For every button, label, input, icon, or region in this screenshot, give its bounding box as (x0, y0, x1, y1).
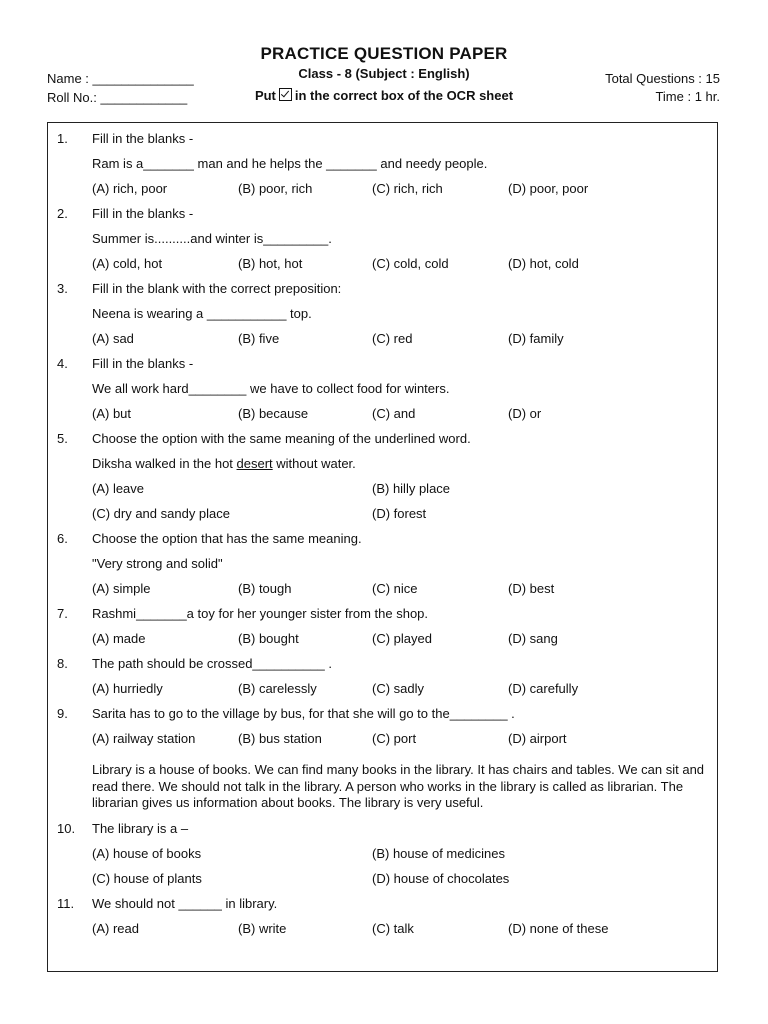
checkbox-checked-icon (279, 88, 292, 101)
question-number: 2. (57, 206, 68, 221)
question-number: 4. (57, 356, 68, 371)
option-d: (D) hot, cold (508, 256, 579, 271)
option-d: (D) airport (508, 731, 567, 746)
class-subject: Class - 8 (Subject : English) (298, 66, 470, 81)
option-d: (D) carefully (508, 681, 579, 696)
question-box (47, 122, 718, 972)
question-prompt: Choose the option with the same meaning of the underlined word. (92, 431, 471, 446)
line-pre: Diksha walked in the hot (92, 456, 237, 471)
question-prompt: Choose the option that has the same meaning. (92, 531, 362, 546)
reading-passage: Library is a house of books. We can find many books in the library. It has chairs and tables. We can sit and read there. We should not talk in the library. A person who works in the library is called as librarian. The librarian gives us information about books. The library is very useful. (92, 762, 705, 810)
question-number: 5. (57, 431, 68, 446)
option-a: (A) simple (92, 581, 151, 596)
question-number: 3. (57, 281, 68, 296)
question-number: 8. (57, 656, 68, 671)
question-number: 1. (57, 131, 68, 146)
question-line: "Very strong and solid" (92, 556, 223, 571)
option-c: (C) talk (372, 921, 414, 936)
option-d: (D) forest (372, 506, 427, 521)
question-number: 9. (57, 706, 68, 721)
option-c: (C) played (372, 631, 432, 646)
option-c: (C) dry and sandy place (92, 506, 231, 521)
question-number: 7. (57, 606, 68, 621)
option-c: (C) port (372, 731, 417, 746)
option-b: (B) bought (238, 631, 299, 646)
option-b: (B) poor, rich (238, 181, 313, 196)
option-c: (C) red (372, 331, 413, 346)
instruction-post: in the correct box of the OCR sheet (294, 88, 514, 103)
question-prompt: We should not ______ in library. (92, 896, 278, 911)
time-allowed: Time : 1 hr. (655, 89, 720, 104)
option-d: (D) poor, poor (508, 181, 589, 196)
option-a: (A) leave (92, 481, 145, 496)
name-field: Name : ______________ (47, 71, 194, 86)
question-prompt: Fill in the blanks - (92, 131, 194, 146)
option-b: (B) write (238, 921, 287, 936)
roll-number-field: Roll No.: ____________ (47, 90, 188, 105)
option-b: (B) five (238, 331, 280, 346)
option-b: (B) carelessly (238, 681, 317, 696)
option-b: (B) house of medicines (372, 846, 505, 861)
option-d: (D) or (508, 406, 542, 421)
option-b: (B) hot, hot (238, 256, 303, 271)
option-d: (D) family (508, 331, 564, 346)
option-a: (A) made (92, 631, 146, 646)
question-prompt: Fill in the blanks - (92, 356, 194, 371)
question-line: Ram is a_______ man and he helps the _______ and needy people. (92, 156, 488, 171)
question-prompt: Sarita has to go to the village by bus, for that she will go to the________ . (92, 706, 515, 721)
option-c: (C) and (372, 406, 416, 421)
option-a: (A) rich, poor (92, 181, 168, 196)
question-number: 11. (57, 896, 75, 911)
option-c: (C) rich, rich (372, 181, 443, 196)
question-prompt: The path should be crossed__________ . (92, 656, 332, 671)
option-d: (D) none of these (508, 921, 609, 936)
option-a: (A) cold, hot (92, 256, 163, 271)
question-prompt: Fill in the blanks - (92, 206, 194, 221)
option-a: (A) read (92, 921, 139, 936)
question-prompt: Rashmi_______a toy for her younger sister from the shop. (92, 606, 429, 621)
page-title: PRACTICE QUESTION PAPER (260, 44, 508, 63)
question-prompt: Fill in the blank with the correct preposition: (92, 281, 342, 296)
option-c: (C) house of plants (92, 871, 202, 886)
question-prompt: The library is a – (92, 821, 189, 836)
question-line: Summer is..........and winter is_________. (92, 231, 332, 246)
option-a: (A) sad (92, 331, 134, 346)
option-a: (A) house of books (92, 846, 202, 861)
instruction-pre: Put (254, 88, 276, 103)
option-a: (A) railway station (92, 731, 196, 746)
option-b: (B) bus station (238, 731, 322, 746)
question-line (92, 456, 356, 472)
question-number: 6. (57, 531, 68, 546)
question-line: Neena is wearing a ___________ top. (92, 306, 312, 321)
option-c: (C) cold, cold (372, 256, 449, 271)
underlined-word: desert (236, 456, 273, 471)
question-number: 10. (57, 821, 76, 836)
option-a: (A) but (92, 406, 132, 421)
option-b: (B) tough (238, 581, 292, 596)
option-b: (B) because (238, 406, 309, 421)
total-questions: Total Questions : 15 (605, 71, 720, 86)
option-d: (D) best (508, 581, 555, 596)
option-c: (C) nice (372, 581, 418, 596)
option-c: (C) sadly (372, 681, 425, 696)
line-post: without water. (272, 456, 356, 471)
option-b: (B) hilly place (372, 481, 451, 496)
question-line: We all work hard________ we have to collect food for winters. (92, 381, 450, 396)
option-d: (D) house of chocolates (372, 871, 510, 886)
option-d: (D) sang (508, 631, 558, 646)
option-a: (A) hurriedly (92, 681, 163, 696)
